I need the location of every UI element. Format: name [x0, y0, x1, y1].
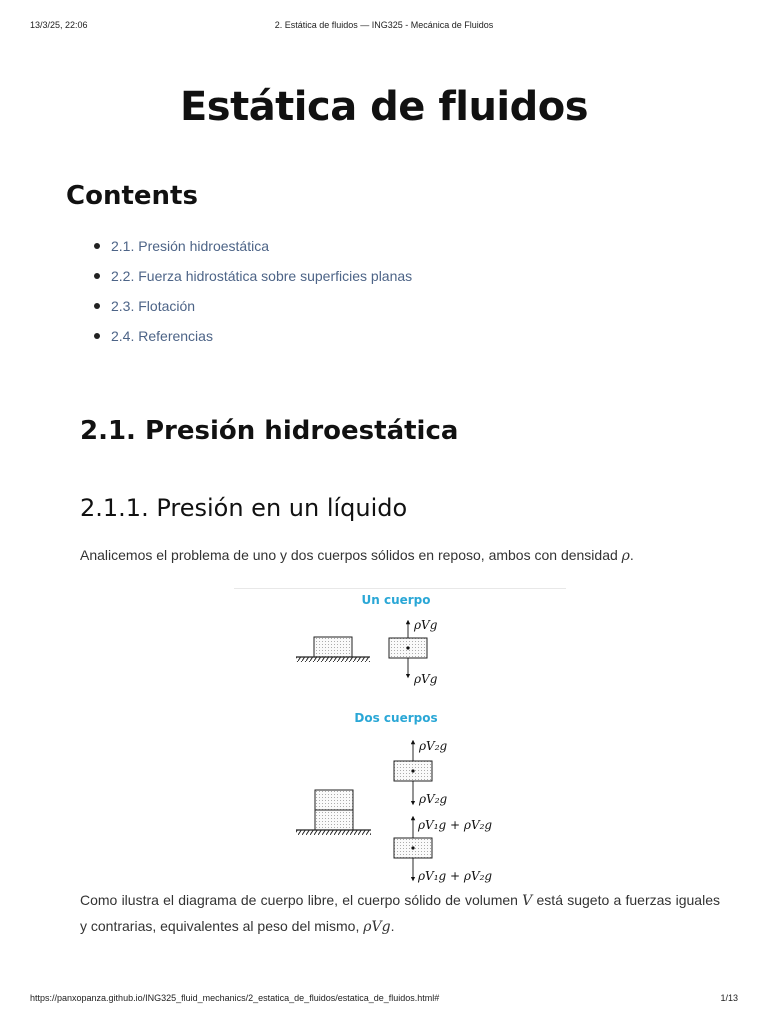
toc-link-flotacion[interactable]: 2.3. Flotación	[111, 298, 196, 314]
print-header	[0, 20, 768, 34]
force-label-bottom-up: ρV₁g + ρV₂g	[418, 818, 493, 832]
weight-symbol: ρVg	[363, 919, 391, 935]
toc-item	[92, 266, 412, 296]
table-of-contents	[92, 236, 412, 356]
page-title: Estática de fluidos	[179, 84, 589, 130]
body-paragraph	[80, 888, 720, 940]
print-url: https://panxopanza.github.io/ING325_fluid_mechanics/2_estatica_de_fluidos/estatica_de_fluidos.html#	[30, 993, 440, 1003]
heading-two-bodies: Dos cuerpos	[354, 711, 438, 725]
force-label-top-down: ρV₂g	[419, 792, 448, 806]
contents-heading: Contents	[66, 181, 198, 211]
resting-body	[314, 637, 352, 657]
toc-item	[92, 326, 412, 356]
para2-text-a: Como ilustra el diagrama de cuerpo libre, el cuerpo sólido de volumen	[80, 892, 523, 908]
ground-hatch	[296, 657, 370, 662]
intro-text: Analicemos el problema de uno y dos cuerpos sólidos en reposo, ambos con densidad	[80, 547, 622, 563]
volume-symbol: V	[522, 893, 533, 909]
intro-end: .	[629, 547, 634, 563]
force-label-bottom-down: ρV₁g + ρV₂g	[418, 869, 493, 883]
para2-text-b: está sugeto a fuerzas iguales y contrarias, equivalentes al peso del mismo,	[80, 892, 720, 934]
bullet-icon	[94, 273, 100, 279]
center-point-bottom	[411, 846, 414, 849]
heading-one-body: Un cuerpo	[361, 593, 431, 607]
para2-end: .	[390, 918, 395, 934]
free-body-diagram	[234, 588, 566, 885]
bullet-icon	[94, 243, 100, 249]
force-label-top-up: ρV₂g	[419, 739, 448, 753]
force-label-up: ρVg	[414, 618, 438, 632]
toc-item	[92, 296, 412, 326]
rho-symbol: ρ	[621, 548, 630, 564]
page-counter: 1/13	[720, 993, 738, 1003]
center-point-top	[411, 769, 414, 772]
intro-paragraph	[80, 544, 700, 567]
force-label-down: ρVg	[414, 672, 438, 686]
resting-body-bottom	[315, 810, 353, 830]
center-point	[406, 646, 409, 649]
toc-link-referencias[interactable]: 2.4. Referencias	[111, 328, 213, 344]
print-date: 13/3/25, 22:06	[30, 20, 88, 30]
print-footer	[0, 993, 768, 1007]
free-body-diagram-svg	[234, 589, 566, 885]
resting-body-top	[315, 790, 353, 810]
toc-item	[92, 236, 412, 266]
toc-link-presion[interactable]: 2.1. Presión hidroestática	[111, 238, 269, 254]
bullet-icon	[94, 333, 100, 339]
print-page-title: 2. Estática de fluidos — ING325 - Mecánica de Fluidos	[274, 20, 494, 30]
toc-link-fuerza[interactable]: 2.2. Fuerza hidrostática sobre superficies planas	[111, 268, 413, 284]
bullet-icon	[94, 303, 100, 309]
subsection-heading: 2.1.1. Presión en un líquido	[80, 494, 408, 522]
section-heading: 2.1. Presión hidroestática	[80, 416, 459, 446]
ground-hatch-two	[296, 830, 371, 835]
